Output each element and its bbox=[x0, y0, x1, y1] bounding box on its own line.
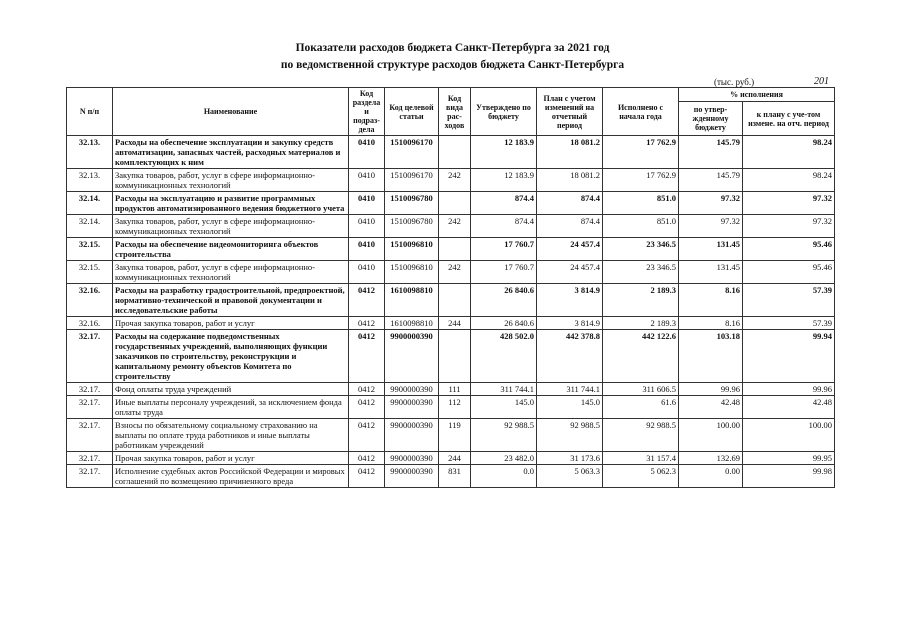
budget-table bbox=[66, 87, 835, 488]
row-expense-type bbox=[439, 192, 471, 215]
row-expense-type bbox=[439, 136, 471, 169]
row-approved: 145.0 bbox=[471, 396, 537, 419]
row-plan: 5 063.3 bbox=[537, 465, 603, 488]
row-expense-type: 242 bbox=[439, 169, 471, 192]
row-expense-type bbox=[439, 330, 471, 383]
table-row bbox=[67, 169, 835, 192]
row-percent-approved: 132.69 bbox=[679, 452, 743, 465]
row-expense-type bbox=[439, 238, 471, 261]
header-percent-group: % исполнения bbox=[679, 88, 835, 102]
table-row bbox=[67, 261, 835, 284]
row-name: Расходы на обеспечение видеомониторинга объектов строительства bbox=[113, 238, 349, 261]
row-name: Закупка товаров, работ, услуг в сфере информационно-коммуникационных технологий bbox=[113, 261, 349, 284]
row-target-code: 1510096780 bbox=[385, 215, 439, 238]
row-section-code: 0410 bbox=[349, 215, 385, 238]
row-target-code: 1510096810 bbox=[385, 261, 439, 284]
row-plan: 92 988.5 bbox=[537, 419, 603, 452]
row-percent-approved: 97.32 bbox=[679, 215, 743, 238]
header-percent-approved: по утвер-жденному бюджету bbox=[679, 102, 743, 136]
row-executed: 92 988.5 bbox=[603, 419, 679, 452]
table-row bbox=[67, 452, 835, 465]
row-number: 32.17. bbox=[67, 452, 113, 465]
row-percent-plan: 99.98 bbox=[743, 465, 835, 488]
row-plan: 31 173.6 bbox=[537, 452, 603, 465]
row-executed: 2 189.3 bbox=[603, 317, 679, 330]
row-section-code: 0412 bbox=[349, 383, 385, 396]
row-plan: 145.0 bbox=[537, 396, 603, 419]
row-expense-type: 111 bbox=[439, 383, 471, 396]
row-percent-approved: 103.18 bbox=[679, 330, 743, 383]
row-percent-approved: 145.79 bbox=[679, 136, 743, 169]
row-executed: 23 346.5 bbox=[603, 238, 679, 261]
row-name: Фонд оплаты труда учреждений bbox=[113, 383, 349, 396]
row-approved: 92 988.5 bbox=[471, 419, 537, 452]
row-section-code: 0412 bbox=[349, 330, 385, 383]
row-name: Расходы на разработку градостроительной, предпроектной, нормативно-технической и правовой документации и исследовательские работы bbox=[113, 284, 349, 317]
row-executed: 851.0 bbox=[603, 215, 679, 238]
row-approved: 12 183.9 bbox=[471, 169, 537, 192]
row-percent-approved: 131.45 bbox=[679, 238, 743, 261]
row-percent-plan: 42.48 bbox=[743, 396, 835, 419]
row-percent-approved: 131.45 bbox=[679, 261, 743, 284]
row-target-code: 9900000390 bbox=[385, 396, 439, 419]
row-target-code: 9900000390 bbox=[385, 465, 439, 488]
row-target-code: 1510096170 bbox=[385, 169, 439, 192]
row-number: 32.14. bbox=[67, 215, 113, 238]
row-section-code: 0410 bbox=[349, 192, 385, 215]
row-percent-plan: 99.94 bbox=[743, 330, 835, 383]
row-number: 32.17. bbox=[67, 465, 113, 488]
row-expense-type: 831 bbox=[439, 465, 471, 488]
row-executed: 23 346.5 bbox=[603, 261, 679, 284]
header-executed: Исполнено с начала года bbox=[603, 88, 679, 136]
row-percent-approved: 99.96 bbox=[679, 383, 743, 396]
row-target-code: 9900000390 bbox=[385, 383, 439, 396]
header-num: N п/п bbox=[67, 88, 113, 136]
row-expense-type: 244 bbox=[439, 452, 471, 465]
table-row bbox=[67, 419, 835, 452]
row-section-code: 0412 bbox=[349, 317, 385, 330]
row-percent-plan: 99.95 bbox=[743, 452, 835, 465]
header-target-code: Код целевой статьи bbox=[385, 88, 439, 136]
row-plan: 874.4 bbox=[537, 192, 603, 215]
row-name: Иные выплаты персоналу учреждений, за исключением фонда оплаты труда bbox=[113, 396, 349, 419]
row-name: Расходы на эксплуатацию и развитие программных продуктов автоматизированного ведения бюджетного учета bbox=[113, 192, 349, 215]
row-percent-approved: 8.16 bbox=[679, 284, 743, 317]
document-title bbox=[0, 40, 905, 74]
row-target-code: 1510096780 bbox=[385, 192, 439, 215]
table-row bbox=[67, 238, 835, 261]
row-plan: 18 081.2 bbox=[537, 136, 603, 169]
row-target-code: 9900000390 bbox=[385, 452, 439, 465]
table-row bbox=[67, 383, 835, 396]
row-number: 32.13. bbox=[67, 136, 113, 169]
row-percent-plan: 100.00 bbox=[743, 419, 835, 452]
table-row bbox=[67, 396, 835, 419]
row-approved: 23 482.0 bbox=[471, 452, 537, 465]
row-section-code: 0412 bbox=[349, 465, 385, 488]
row-plan: 3 814.9 bbox=[537, 317, 603, 330]
row-approved: 17 760.7 bbox=[471, 261, 537, 284]
row-approved: 0.0 bbox=[471, 465, 537, 488]
row-plan: 24 457.4 bbox=[537, 238, 603, 261]
row-expense-type: 242 bbox=[439, 215, 471, 238]
row-name: Прочая закупка товаров, работ и услуг bbox=[113, 452, 349, 465]
row-number: 32.17. bbox=[67, 396, 113, 419]
row-percent-plan: 98.24 bbox=[743, 136, 835, 169]
row-section-code: 0410 bbox=[349, 238, 385, 261]
row-percent-plan: 95.46 bbox=[743, 238, 835, 261]
row-approved: 311 744.1 bbox=[471, 383, 537, 396]
row-plan: 3 814.9 bbox=[537, 284, 603, 317]
table-row bbox=[67, 330, 835, 383]
row-percent-approved: 145.79 bbox=[679, 169, 743, 192]
row-executed: 17 762.9 bbox=[603, 136, 679, 169]
table-body bbox=[67, 136, 835, 488]
table-row bbox=[67, 192, 835, 215]
row-percent-plan: 98.24 bbox=[743, 169, 835, 192]
row-percent-plan: 57.39 bbox=[743, 317, 835, 330]
row-name: Расходы на содержание подведомственных государственных учреждений, выполняющих функции заказчиков по строительству, реконструкции и капитальному ремонту объектов Комитета по строительству bbox=[113, 330, 349, 383]
row-section-code: 0410 bbox=[349, 261, 385, 284]
row-expense-type: 112 bbox=[439, 396, 471, 419]
row-number: 32.15. bbox=[67, 238, 113, 261]
row-number: 32.17. bbox=[67, 419, 113, 452]
row-approved: 874.4 bbox=[471, 192, 537, 215]
row-expense-type: 244 bbox=[439, 317, 471, 330]
row-expense-type: 242 bbox=[439, 261, 471, 284]
row-approved: 12 183.9 bbox=[471, 136, 537, 169]
row-percent-plan: 95.46 bbox=[743, 261, 835, 284]
row-name: Закупка товаров, работ, услуг в сфере информационно-коммуникационных технологий bbox=[113, 169, 349, 192]
row-percent-plan: 97.32 bbox=[743, 192, 835, 215]
row-section-code: 0412 bbox=[349, 419, 385, 452]
row-executed: 311 606.5 bbox=[603, 383, 679, 396]
row-percent-approved: 97.32 bbox=[679, 192, 743, 215]
header-plan: План с учетом изменений на отчетный период bbox=[537, 88, 603, 136]
unit-label: (тыс. руб.) bbox=[714, 77, 755, 87]
row-target-code: 1610098810 bbox=[385, 284, 439, 317]
row-number: 32.13. bbox=[67, 169, 113, 192]
row-percent-plan: 97.32 bbox=[743, 215, 835, 238]
row-approved: 428 502.0 bbox=[471, 330, 537, 383]
row-executed: 851.0 bbox=[603, 192, 679, 215]
row-number: 32.16. bbox=[67, 284, 113, 317]
row-expense-type bbox=[439, 284, 471, 317]
row-percent-approved: 42.48 bbox=[679, 396, 743, 419]
row-executed: 61.6 bbox=[603, 396, 679, 419]
header-expense-type-code: Код вида рас-ходов bbox=[439, 88, 471, 136]
row-number: 32.15. bbox=[67, 261, 113, 284]
row-approved: 26 840.6 bbox=[471, 284, 537, 317]
row-executed: 442 122.6 bbox=[603, 330, 679, 383]
row-plan: 874.4 bbox=[537, 215, 603, 238]
row-executed: 2 189.3 bbox=[603, 284, 679, 317]
row-executed: 31 157.4 bbox=[603, 452, 679, 465]
row-number: 32.17. bbox=[67, 383, 113, 396]
row-name: Взносы по обязательному социальному страхованию на выплаты по оплате труда работников и иные выплаты работникам учреждений bbox=[113, 419, 349, 452]
table-row bbox=[67, 284, 835, 317]
row-approved: 17 760.7 bbox=[471, 238, 537, 261]
title-line-1: Показатели расходов бюджета Санкт-Петербурга за 2021 год bbox=[295, 42, 610, 54]
row-section-code: 0410 bbox=[349, 136, 385, 169]
row-target-code: 1510096810 bbox=[385, 238, 439, 261]
row-name: Закупка товаров, работ, услуг в сфере информационно-коммуникационных технологий bbox=[113, 215, 349, 238]
header-name: Наименование bbox=[113, 88, 349, 136]
row-executed: 17 762.9 bbox=[603, 169, 679, 192]
row-section-code: 0412 bbox=[349, 284, 385, 317]
row-section-code: 0410 bbox=[349, 169, 385, 192]
page-number: 201 bbox=[814, 76, 829, 87]
table-row bbox=[67, 136, 835, 169]
row-plan: 18 081.2 bbox=[537, 169, 603, 192]
row-percent-approved: 8.16 bbox=[679, 317, 743, 330]
header-section-code: Код раздела и подраз-дела bbox=[349, 88, 385, 136]
row-approved: 26 840.6 bbox=[471, 317, 537, 330]
row-target-code: 9900000390 bbox=[385, 419, 439, 452]
row-percent-plan: 57.39 bbox=[743, 284, 835, 317]
row-target-code: 1610098810 bbox=[385, 317, 439, 330]
table-row bbox=[67, 215, 835, 238]
row-executed: 5 062.3 bbox=[603, 465, 679, 488]
row-percent-approved: 100.00 bbox=[679, 419, 743, 452]
row-number: 32.17. bbox=[67, 330, 113, 383]
header-percent-plan: к плану с уче-том измене. на отч. период bbox=[743, 102, 835, 136]
row-plan: 311 744.1 bbox=[537, 383, 603, 396]
row-percent-plan: 99.96 bbox=[743, 383, 835, 396]
table-row bbox=[67, 317, 835, 330]
row-section-code: 0412 bbox=[349, 452, 385, 465]
row-approved: 874.4 bbox=[471, 215, 537, 238]
row-plan: 24 457.4 bbox=[537, 261, 603, 284]
title-line-2: по ведомственной структуре расходов бюджета Санкт-Петербурга bbox=[280, 59, 625, 71]
row-target-code: 9900000390 bbox=[385, 330, 439, 383]
row-number: 32.14. bbox=[67, 192, 113, 215]
row-number: 32.16. bbox=[67, 317, 113, 330]
row-percent-approved: 0.00 bbox=[679, 465, 743, 488]
row-expense-type: 119 bbox=[439, 419, 471, 452]
row-target-code: 1510096170 bbox=[385, 136, 439, 169]
row-name: Расходы на обеспечение эксплуатации и закупку средств автоматизации, запасных частей, расходных материалов и комплектующих к ним bbox=[113, 136, 349, 169]
row-name: Прочая закупка товаров, работ и услуг bbox=[113, 317, 349, 330]
row-plan: 442 378.8 bbox=[537, 330, 603, 383]
table-row bbox=[67, 465, 835, 488]
header-approved: Утверждено по бюджету bbox=[471, 88, 537, 136]
row-name: Исполнение судебных актов Российской Федерации и мировых соглашений по возмещению причиненного вреда bbox=[113, 465, 349, 488]
row-section-code: 0412 bbox=[349, 396, 385, 419]
